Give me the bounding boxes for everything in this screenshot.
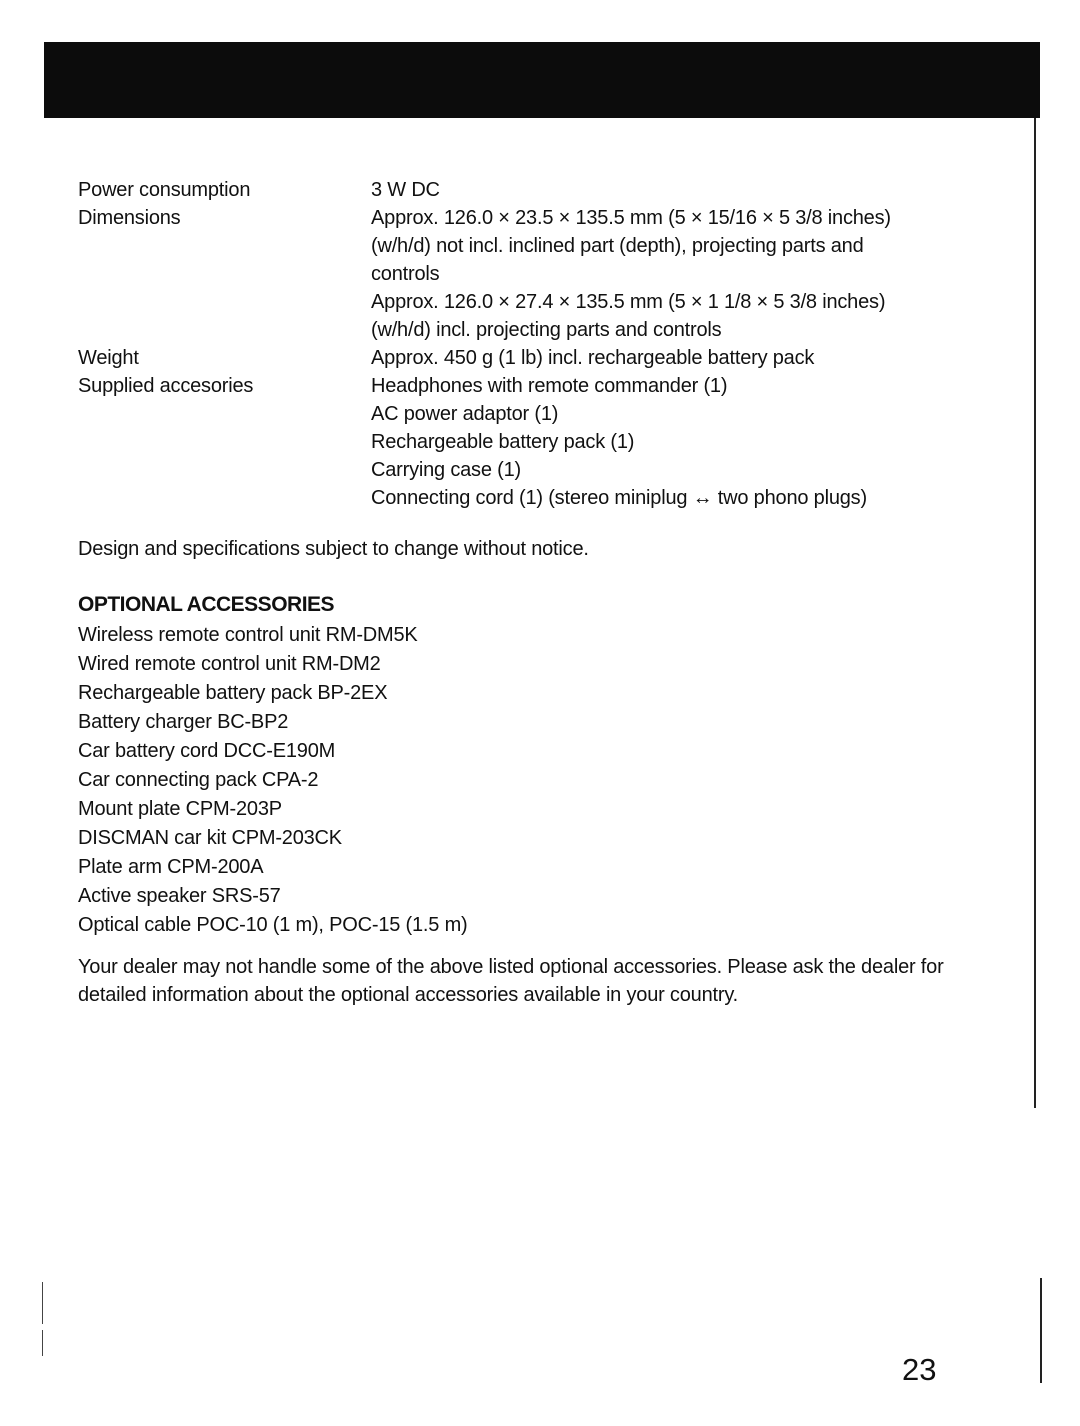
specification-notice: Design and specifications subject to change without notice. <box>78 538 589 560</box>
spec-value-line: (w/h/d) not incl. inclined part (depth), projecting parts and <box>371 235 864 257</box>
list-item: Car battery cord DCC-E190M <box>78 740 336 762</box>
dealer-note: Your dealer may not handle some of the above listed optional accessories. Please ask the dealer for detailed information about the optional accessories available in your country. <box>78 956 944 1006</box>
spec-label: Power consumption <box>78 179 251 201</box>
list-item: DISCMAN car kit CPM-203CK <box>78 827 342 849</box>
spec-value-line: (w/h/d) incl. projecting parts and controls <box>371 319 722 341</box>
list-item: Active speaker SRS-57 <box>78 885 281 907</box>
right-margin-rule-lower <box>1040 1278 1042 1383</box>
spec-value-line: Approx. 450 g (1 lb) incl. rechargeable battery pack <box>371 347 815 369</box>
spec-value-line: 3 W DC <box>371 179 440 201</box>
spec-value <box>371 372 978 512</box>
spec-value-line: Connecting cord (1) (stereo miniplug ↔ two phono plugs) <box>371 487 867 509</box>
spec-value <box>371 176 978 204</box>
right-margin-rule <box>1034 118 1036 1108</box>
spec-value-line: Approx. 126.0 × 27.4 × 135.5 mm (5 × 1 1/8 × 5 3/8 inches) <box>371 291 886 313</box>
list-item: Optical cable POC-10 (1 m), POC-15 (1.5 m) <box>78 914 468 936</box>
spec-value-line: Approx. 126.0 × 23.5 × 135.5 mm (5 × 15/16 × 5 3/8 inches) <box>371 207 891 229</box>
spec-value-line: Headphones with remote commander (1) <box>371 375 728 397</box>
specifications-table <box>78 176 978 512</box>
spec-value-line: Rechargeable battery pack (1) <box>371 431 635 453</box>
list-item: Plate arm CPM-200A <box>78 856 264 878</box>
list-item: Rechargeable battery pack BP-2EX <box>78 682 388 704</box>
page-number: 23 <box>902 1352 937 1387</box>
left-margin-tick <box>42 1330 43 1356</box>
optional-accessories-heading: OPTIONAL ACCESSORIES <box>78 593 335 616</box>
list-item: Wired remote control unit RM-DM2 <box>78 653 381 675</box>
spec-value-line: Carrying case (1) <box>371 459 521 481</box>
spec-row-dimensions <box>78 204 978 344</box>
spec-value-line: AC power adaptor (1) <box>371 403 559 425</box>
list-item: Mount plate CPM-203P <box>78 798 282 820</box>
spec-value <box>371 204 978 344</box>
header-bar <box>44 42 1040 118</box>
left-margin-tick <box>42 1282 43 1324</box>
spec-label: Dimensions <box>78 207 181 229</box>
spec-value-line: controls <box>371 263 440 285</box>
spec-row-weight <box>78 344 978 372</box>
spec-label: Weight <box>78 347 139 369</box>
list-item: Wireless remote control unit RM-DM5K <box>78 624 418 646</box>
optional-accessories-list <box>78 621 468 940</box>
spec-row-supplied-accessories <box>78 372 978 512</box>
spec-label: Supplied accesories <box>78 375 254 397</box>
list-item: Car connecting pack CPA-2 <box>78 769 319 791</box>
list-item: Battery charger BC-BP2 <box>78 711 289 733</box>
spec-row-power <box>78 176 978 204</box>
spec-value <box>371 344 978 372</box>
